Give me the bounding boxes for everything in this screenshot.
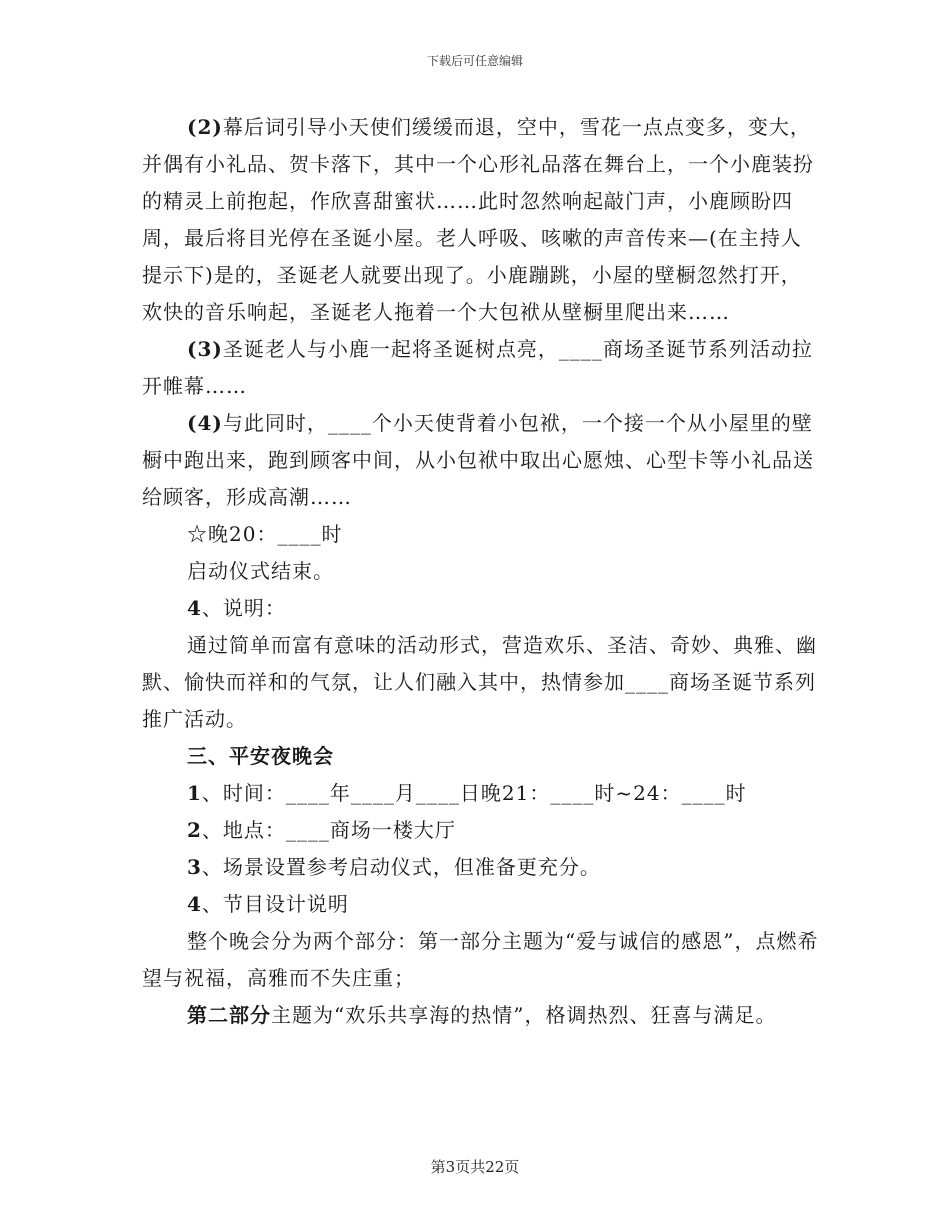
step-number: (4) — [187, 411, 223, 435]
paragraph-step-3 — [142, 331, 822, 405]
item-number: 4 — [187, 892, 202, 916]
paragraph-time-20: ☆晚20：____时 — [187, 522, 343, 546]
paragraph-text: 、说明： — [201, 596, 286, 620]
paragraph-part-two — [142, 997, 822, 1034]
paragraph-text: 主题为“欢乐共享海的热情”，格调热烈、狂喜与满足。 — [271, 1003, 777, 1027]
paragraph-item-1 — [142, 775, 822, 812]
paragraph-text: 幕后词引导小天使们缓缓而退，空中，雪花一点点变多，变大，并偶有小礼品、贺卡落下，其中一个心形礼品落在舞台上，一个小鹿装扮的精灵上前抱起，作欣喜甜蜜状……此时忽然响起敲门声，小鹿顾盼四周，最后将目光停在圣诞小屋。老人呼吸、咳嗽的声音传来—(在主持人提示下)是的，圣诞老人就要出现了。小鹿蹦跳，小屋的壁橱忽然打开，欢快的音乐响起，圣诞老人拖着一个大包袱从壁橱里爬出来…… — [142, 115, 814, 324]
paragraph-text: 、时间：____年____月____日晚21：____时~24：____时 — [201, 781, 747, 805]
paragraph-note-heading — [142, 590, 822, 627]
paragraph-ceremony-end: 启动仪式结束。 — [187, 559, 334, 583]
paragraph-text: 圣诞老人与小鹿一起将圣诞树点亮，____商场圣诞节系列活动拉开帷幕…… — [142, 337, 813, 398]
item-number: 1 — [187, 781, 202, 805]
document-body — [142, 109, 822, 1034]
paragraph-note-body: 通过简单而富有意味的活动形式，营造欢乐、圣洁、奇妙、典雅、幽默、愉快而祥和的气氛，让人们融入其中，热情参加____商场圣诞节系列推广活动。 — [142, 633, 817, 731]
step-number: (2) — [187, 115, 223, 139]
paragraph-item-4 — [142, 886, 822, 923]
paragraph-text: 、场景设置参考启动仪式，但准备更充分。 — [201, 855, 601, 879]
paragraph-step-2 — [142, 109, 822, 331]
item-number: 4 — [187, 596, 202, 620]
item-number: 3 — [187, 855, 202, 879]
paragraph-item-3 — [142, 849, 822, 886]
paragraph-step-4 — [142, 405, 822, 516]
paragraph-item-2 — [142, 812, 822, 849]
part-label: 第二部分 — [187, 1003, 271, 1027]
step-number: (3) — [187, 337, 223, 361]
section-heading: 三、平安夜晚会 — [187, 744, 334, 768]
paragraph-text: 、节目设计说明 — [201, 892, 349, 916]
page-footer: 第3页共22页 — [430, 1158, 520, 1176]
paragraph-text: 、地点：____商场一楼大厅 — [201, 818, 456, 842]
item-number: 2 — [187, 818, 202, 842]
page-header: 下载后可任意编辑 — [426, 54, 523, 68]
paragraph-text: 与此同时，____个小天使背着小包袱，一个接一个从小屋里的壁橱中跑出来，跑到顾客中间，从小包袱中取出心愿烛、心型卡等小礼品送给顾客，形成高潮…… — [142, 411, 814, 509]
paragraph-program-overview: 整个晚会分为两个部分：第一部分主题为“爱与诚信的感恩”，点燃希望与祝福，高雅而不失庄重； — [142, 929, 819, 990]
